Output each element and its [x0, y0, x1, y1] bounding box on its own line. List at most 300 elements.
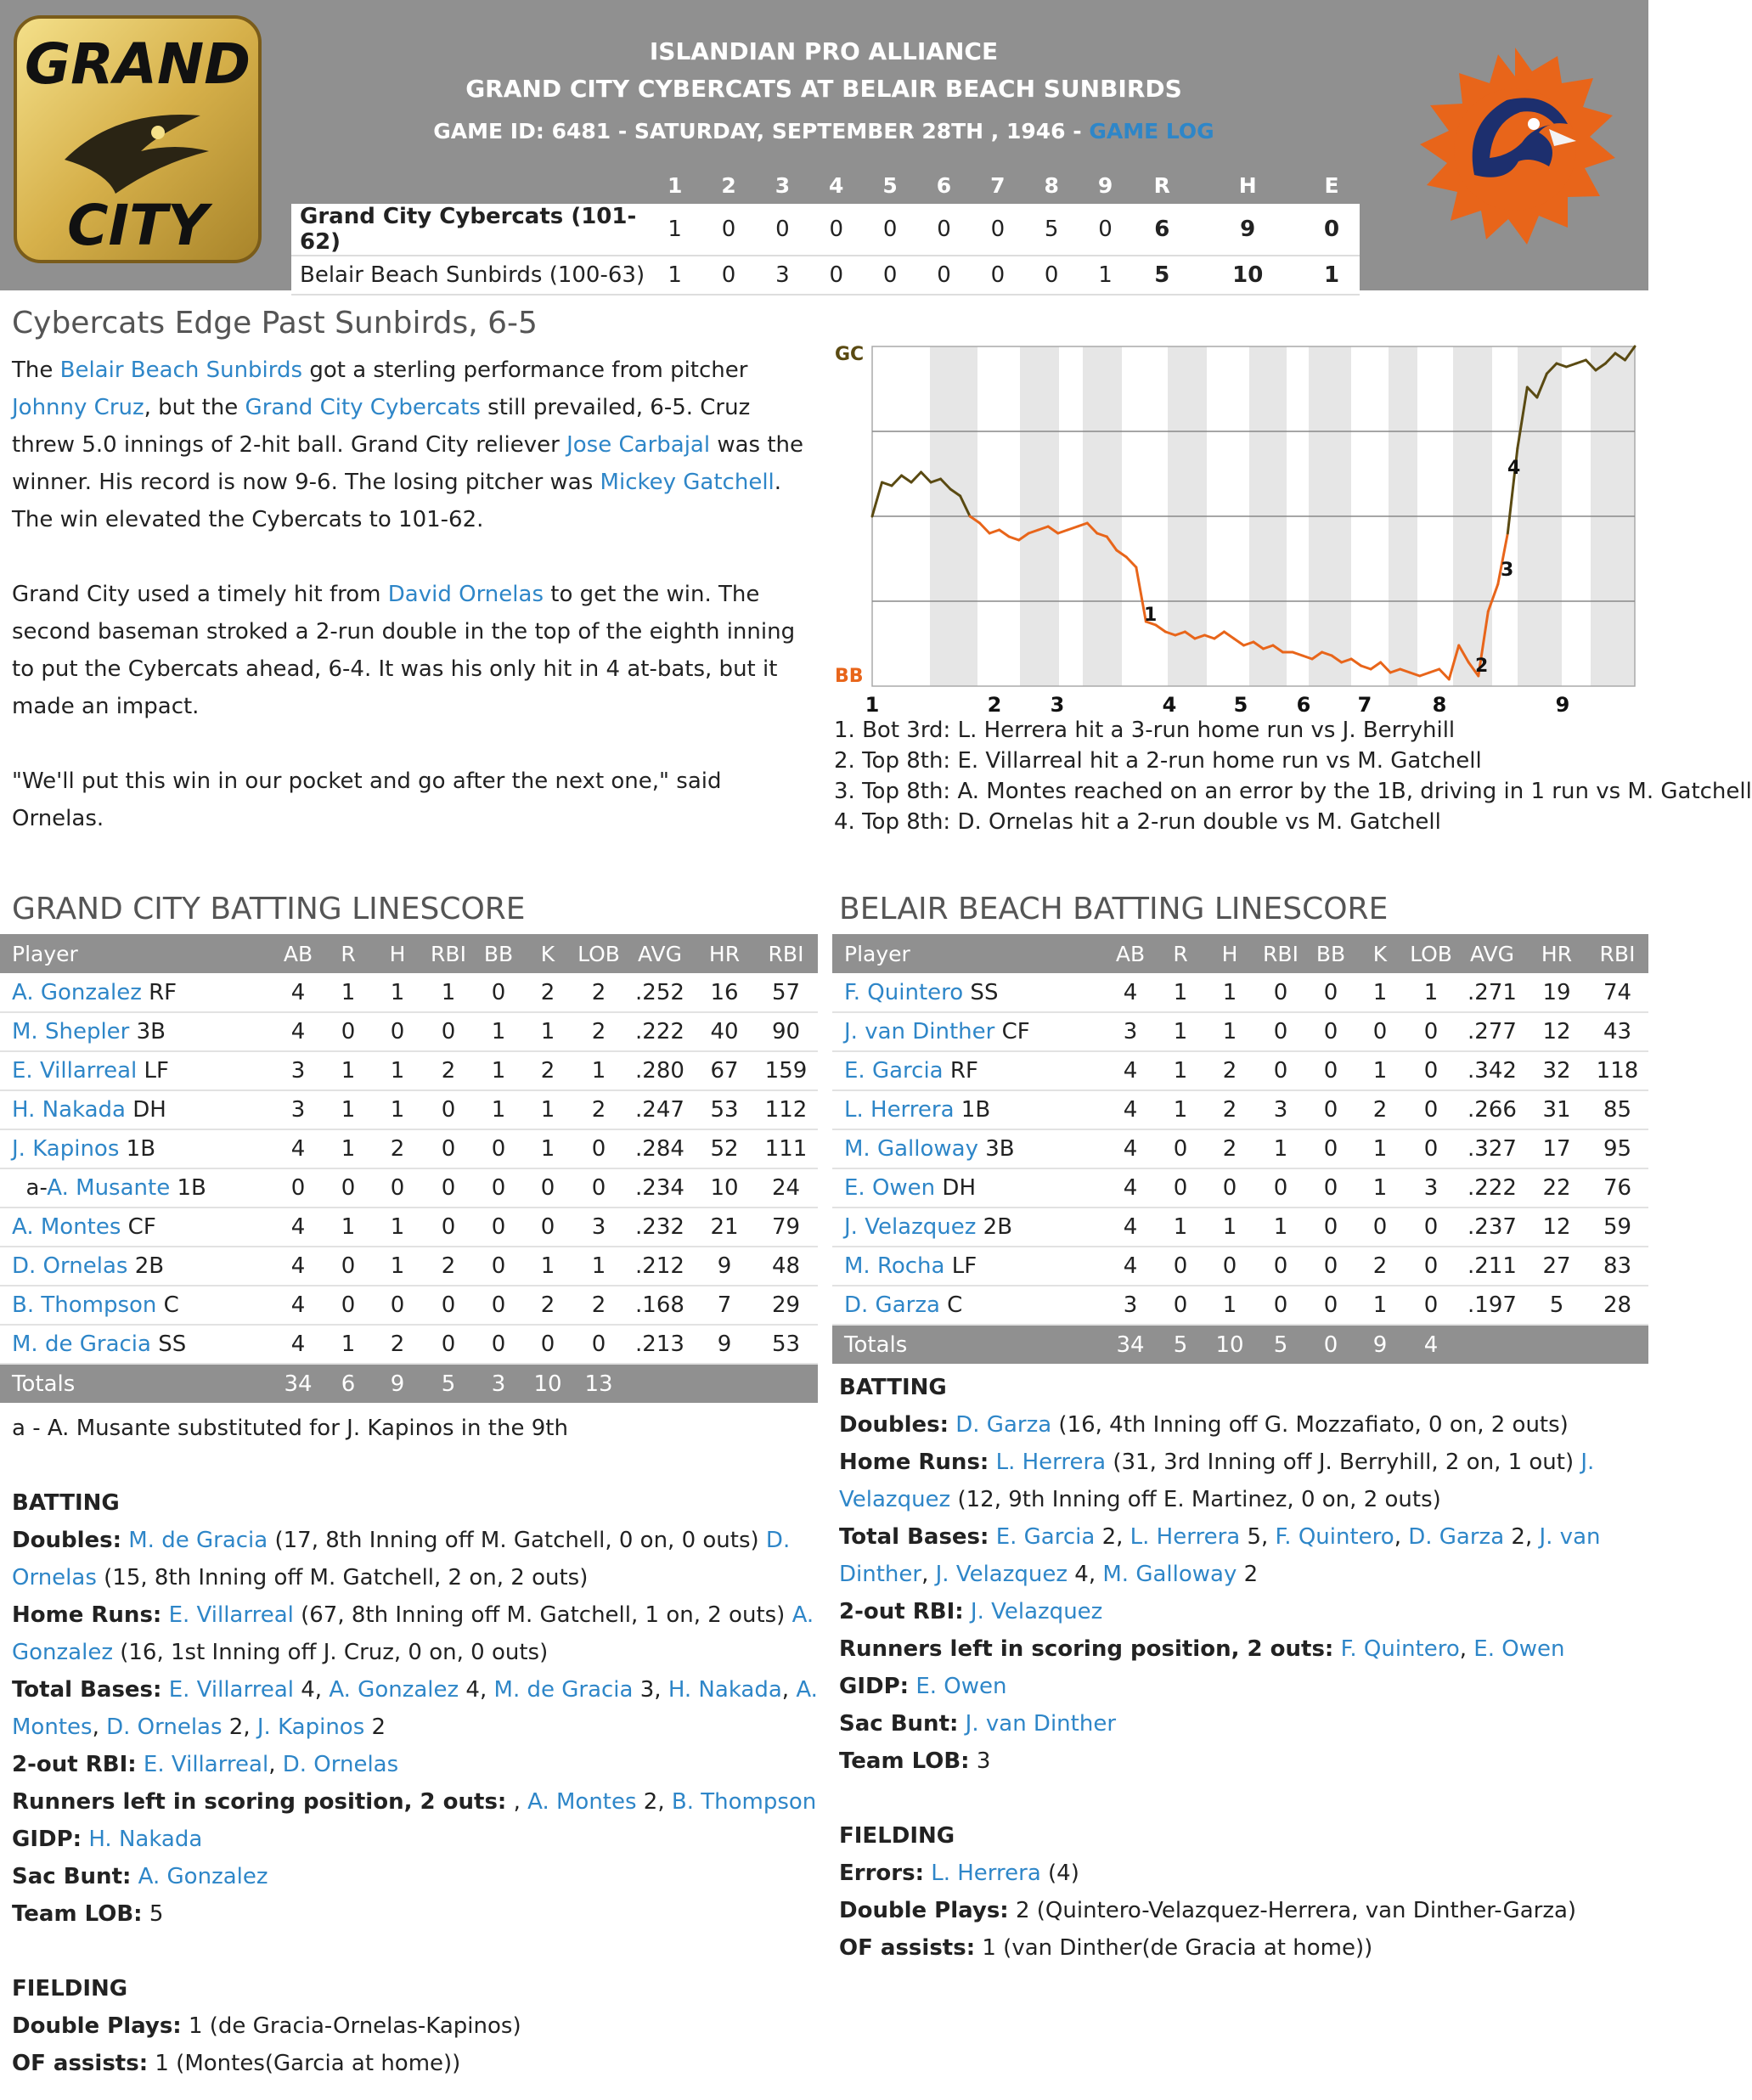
totals-cell: 5 [423, 1364, 474, 1403]
stat-cell: 1 [1157, 1051, 1204, 1090]
stat-cell: 1 [1204, 973, 1255, 1012]
stat-cell: 0 [1255, 1247, 1306, 1286]
totals-cell: 3 [474, 1364, 523, 1403]
note-text: 3 [969, 1748, 991, 1774]
note-line [839, 1929, 1646, 1967]
player-cell [0, 1012, 272, 1051]
totals-cell [1527, 1325, 1586, 1364]
game-id-text: GAME ID: 6481 - SATURDAY, SEPTEMBER 28TH , 1946 - [433, 119, 1090, 144]
note-label: 2-out RBI: [12, 1752, 137, 1777]
win-prob-segment [1293, 652, 1303, 656]
player-position: 1B [119, 1136, 156, 1162]
player-link[interactable]: A. Gonzalez [12, 979, 142, 1005]
player-link[interactable]: D. Garza [844, 1292, 940, 1318]
game-log-link[interactable]: GAME LOG [1089, 119, 1214, 144]
stat-cell: 32 [1527, 1051, 1586, 1090]
stat-cell: 0 [474, 1325, 523, 1364]
stat-cell: 0 [372, 1168, 423, 1208]
player-link[interactable]: H. Nakada [12, 1097, 126, 1123]
linescore-header-cell: 5 [882, 172, 898, 198]
svg-text:CITY: CITY [67, 193, 208, 258]
stat-cell: 2 [423, 1051, 474, 1090]
stat-cell: 1 [1355, 1051, 1405, 1090]
player-position: SS [150, 1332, 187, 1357]
stat-cell: 1 [1157, 973, 1204, 1012]
win-prob-segment [1439, 669, 1450, 679]
player-link[interactable]: E. Villarreal [161, 1602, 294, 1628]
inning-label: 3 [1050, 693, 1065, 717]
player-link[interactable]: B. Thompson [671, 1789, 817, 1815]
player-cell [0, 1286, 272, 1325]
player-link[interactable]: J. Kapinos [12, 1136, 120, 1162]
recap-link[interactable]: Jose Carbajal [566, 432, 711, 458]
stat-cell: 79 [754, 1208, 818, 1247]
batting-header-cell: BB [1306, 934, 1355, 973]
win-prob-segment [1566, 363, 1576, 367]
stat-cell: 22 [1527, 1168, 1586, 1208]
stat-cell: 0 [1306, 1286, 1355, 1325]
batting-row [0, 1247, 818, 1286]
player-link[interactable]: A. Montes [527, 1789, 637, 1815]
note-text: (12, 9th Inning off E. Martinez, 0 on, 2 outs) [950, 1487, 1441, 1512]
stat-cell: 0 [372, 1286, 423, 1325]
gc-batting-notes [12, 1484, 819, 2082]
totals-cell: Totals [0, 1364, 272, 1403]
stat-cell: 0 [1157, 1129, 1204, 1168]
stat-cell: 4 [272, 1129, 324, 1168]
player-cell [0, 1090, 272, 1129]
win-prob-segment [1156, 625, 1166, 632]
linescore-inning-cell: 0 [971, 256, 1024, 295]
stat-cell: 1 [372, 973, 423, 1012]
player-link[interactable]: D. Ornelas [106, 1714, 223, 1740]
event-marker: 4 [1507, 458, 1521, 479]
note-line [12, 1596, 819, 1671]
stat-cell: 0 [423, 1325, 474, 1364]
recap-link[interactable]: Belair Beach Sunbirds [59, 358, 303, 383]
note-text: 2 [364, 1714, 386, 1740]
note-label: Home Runs: [839, 1450, 989, 1475]
stat-cell: 2 [423, 1247, 474, 1286]
stat-cell: 2 [572, 973, 625, 1012]
stat-cell: .252 [625, 973, 695, 1012]
stat-cell: 1 [572, 1051, 625, 1090]
note-text: 4, [1068, 1562, 1103, 1587]
player-link[interactable]: A. Gonzalez [329, 1677, 459, 1703]
stat-cell: .280 [625, 1051, 695, 1090]
stat-cell: 0 [324, 1012, 372, 1051]
player-position: CF [121, 1214, 156, 1240]
stat-cell: 0 [474, 1129, 523, 1168]
player-cell [832, 1286, 1104, 1325]
stat-cell: 1 [1355, 1286, 1405, 1325]
stat-cell: 16 [695, 973, 754, 1012]
batting-header-cell: R [324, 934, 372, 973]
stat-cell: 0 [1306, 1247, 1355, 1286]
note-text: , [92, 1714, 107, 1740]
note-text: 4, [459, 1677, 494, 1703]
stat-cell: 0 [1355, 1208, 1405, 1247]
player-position: 1B [954, 1097, 991, 1123]
batting-header-cell: AB [1104, 934, 1157, 973]
stat-cell: 159 [754, 1051, 818, 1090]
stat-cell: 0 [1405, 1129, 1457, 1168]
player-link[interactable]: A. Musante [47, 1175, 171, 1201]
stat-cell: .234 [625, 1168, 695, 1208]
inning-label: 1 [865, 693, 880, 717]
recap-text: . The win elevated the Cybercats to 101-62. [12, 470, 782, 532]
player-position: DH [125, 1097, 166, 1123]
stat-cell: 4 [1104, 1051, 1157, 1090]
win-prob-segment [1371, 662, 1381, 669]
player-link[interactable]: D. Garza [948, 1412, 1052, 1438]
stat-cell: 0 [423, 1090, 474, 1129]
recap-text: got a sterling performance from pitcher [302, 358, 748, 383]
linescore-header-cell: 2 [721, 172, 736, 198]
stat-cell: 0 [1405, 1286, 1457, 1325]
win-prob-segment [1214, 632, 1225, 639]
recap-link[interactable]: Johnny Cruz [12, 395, 144, 420]
stat-cell: 0 [1306, 1051, 1355, 1090]
note-label: Doubles: [839, 1412, 949, 1438]
linescore-inning-cell: 1 [648, 256, 701, 295]
batting-header-cell: AVG [625, 934, 695, 973]
note-label: Team LOB: [12, 1901, 143, 1927]
stat-cell: 3 [572, 1208, 625, 1247]
totals-row [0, 1364, 818, 1403]
player-link[interactable]: D. Ornelas [282, 1752, 399, 1777]
note-text: (67, 8th Inning off M. Gatchell, 1 on, 2 outs) [293, 1602, 786, 1628]
stat-cell: .197 [1457, 1286, 1527, 1325]
player-link[interactable]: M. Shepler [12, 1019, 130, 1044]
player-link[interactable]: J. Velazquez [844, 1214, 977, 1240]
stat-cell: 0 [1157, 1247, 1204, 1286]
stat-cell: 0 [1255, 1051, 1306, 1090]
stat-cell: 1 [324, 1129, 372, 1168]
batting-header-cell: LOB [572, 934, 625, 973]
recap-title: Cybercats Edge Past Sunbirds, 6-5 [12, 306, 538, 341]
player-link[interactable]: E. Garcia [989, 1524, 1096, 1550]
stat-cell: 0 [1204, 1247, 1255, 1286]
note-line [12, 1821, 819, 1858]
stat-cell: 12 [1527, 1208, 1586, 1247]
batting-row [832, 1012, 1648, 1051]
stat-cell: 24 [754, 1168, 818, 1208]
stat-cell: 1 [474, 1051, 523, 1090]
win-prob-segment [1351, 659, 1361, 666]
player-link[interactable]: E. Villarreal [136, 1752, 269, 1777]
player-link[interactable]: J. van Dinther [844, 1019, 995, 1044]
stat-cell: 59 [1586, 1208, 1648, 1247]
player-cell [0, 1168, 272, 1208]
stat-cell: 1 [1355, 1168, 1405, 1208]
player-position: 3B [129, 1019, 166, 1044]
stat-cell: 4 [272, 1286, 324, 1325]
note-label: Sac Bunt: [12, 1864, 132, 1889]
note-line [12, 2045, 819, 2082]
player-link[interactable]: H. Nakada [82, 1827, 203, 1852]
stat-cell: 28 [1586, 1286, 1648, 1325]
win-probability-notes [834, 715, 1752, 837]
note-text: (4) [1040, 1861, 1079, 1886]
linescore-header [291, 166, 1360, 204]
player-link[interactable]: J. Kapinos [256, 1714, 365, 1740]
recap-link[interactable]: Grand City Cybercats [245, 395, 481, 420]
stat-cell: .277 [1457, 1012, 1527, 1051]
player-link[interactable]: E. Garcia [844, 1058, 944, 1084]
totals-cell: 6 [324, 1364, 372, 1403]
player-position: RF [141, 979, 177, 1005]
stat-cell: .327 [1457, 1129, 1527, 1168]
stat-cell: .211 [1457, 1247, 1527, 1286]
player-link[interactable]: A. Montes [12, 1677, 818, 1740]
player-link[interactable]: F. Quintero [844, 979, 964, 1005]
stat-cell: 2 [372, 1325, 423, 1364]
player-link[interactable]: J. van Dinther [839, 1524, 1601, 1587]
note-line [839, 1855, 1646, 1892]
recap-paragraph-3: "We'll put this win in our pocket and go after the next one," said Ornelas. [12, 768, 722, 831]
stat-cell: 0 [474, 973, 523, 1012]
note-line [12, 1671, 819, 1746]
note-line [839, 1630, 1646, 1668]
player-link[interactable]: L. Herrera [1130, 1524, 1241, 1550]
stat-cell: 0 [523, 1325, 572, 1364]
stat-cell: 118 [1586, 1051, 1648, 1090]
player-link[interactable]: E. Villarreal [12, 1058, 138, 1084]
stat-cell: 85 [1586, 1090, 1648, 1129]
linescore-inning-cell: 0 [917, 256, 971, 295]
linescore-header-cell: 9 [1097, 172, 1113, 198]
stat-cell: 19 [1527, 973, 1586, 1012]
player-link[interactable]: H. Nakada [668, 1677, 782, 1703]
label-gc: GC [835, 344, 865, 365]
linescore-team-name[interactable]: Grand City Cybercats (101-62) [291, 204, 648, 256]
note-text: 1 (Montes(Garcia at home)) [148, 2051, 461, 2076]
stat-cell: 0 [1306, 973, 1355, 1012]
stat-cell: 9 [695, 1247, 754, 1286]
linescore-inning-cell: 0 [863, 256, 916, 295]
note-text: , [1394, 1524, 1409, 1550]
player-link[interactable]: B. Thompson [12, 1292, 157, 1318]
stat-cell: 1 [1157, 1012, 1204, 1051]
stat-cell: 0 [523, 1168, 572, 1208]
note-text: (31, 3rd Inning off J. Berryhill, 2 on, 1 out) [1106, 1450, 1575, 1475]
stat-cell: 1 [1355, 1129, 1405, 1168]
player-cell [0, 1208, 272, 1247]
linescore-r-cell: 6 [1132, 204, 1191, 256]
note-label: Total Bases: [12, 1677, 162, 1703]
player-link[interactable]: A. Gonzalez [12, 1602, 814, 1665]
stat-cell: 1 [324, 1090, 372, 1129]
player-link[interactable]: D. Ornelas [12, 1528, 791, 1590]
batting-header-cell: BB [474, 934, 523, 973]
note-text: 2 [1237, 1562, 1259, 1587]
stat-cell: 4 [272, 973, 324, 1012]
stat-cell: .222 [625, 1012, 695, 1051]
player-link[interactable]: M. Galloway [1102, 1562, 1237, 1587]
linescore-header-cell: 3 [775, 172, 791, 198]
stat-cell: 43 [1586, 1012, 1648, 1051]
stat-cell: 1 [423, 973, 474, 1012]
player-link[interactable]: E. Owen [909, 1674, 1007, 1699]
linescore-inning-cell: 0 [701, 204, 755, 256]
note-text: 2 (Quintero-Velazquez-Herrera, van Dinther-Garza) [1008, 1898, 1577, 1923]
player-link[interactable]: J. Velazquez [839, 1450, 1595, 1512]
linescore-row [291, 256, 1360, 295]
player-link[interactable]: J. van Dinther [958, 1711, 1117, 1737]
player-link[interactable]: F. Quintero [1333, 1636, 1460, 1662]
batting-header-cell: RBI [423, 934, 474, 973]
league-name: ISLANDIAN PRO ALLIANCE [649, 37, 999, 65]
gc-batting-table [0, 934, 818, 1403]
linescore-header-cell: 6 [936, 172, 952, 198]
batting-row [832, 1247, 1648, 1286]
recap-text: , but the [144, 395, 245, 420]
stat-cell: 4 [1104, 1129, 1157, 1168]
batting-header-cell: HR [1527, 934, 1586, 973]
stat-cell: 0 [474, 1168, 523, 1208]
player-position: LF [137, 1058, 169, 1084]
player-link[interactable]: L. Herrera [923, 1861, 1041, 1886]
note-line [839, 1444, 1646, 1518]
stat-cell: 4 [1104, 1090, 1157, 1129]
totals-cell: 9 [372, 1364, 423, 1403]
note-text: 2, [222, 1714, 257, 1740]
batting-header-cell: HR [695, 934, 754, 973]
svg-text:GRAND: GRAND [24, 31, 251, 97]
totals-cell: Totals [832, 1325, 1104, 1364]
stat-cell: 1 [572, 1247, 625, 1286]
recap-text: Grand City used a timely hit from [12, 582, 388, 607]
linescore-header-cell: 1 [667, 172, 683, 198]
totals-cell [1457, 1325, 1527, 1364]
player-link[interactable]: J. Velazquez [935, 1562, 1068, 1587]
stat-cell: 2 [523, 1286, 572, 1325]
stat-cell: .222 [1457, 1168, 1527, 1208]
note-label: GIDP: [12, 1827, 82, 1852]
stat-cell: 2 [1355, 1090, 1405, 1129]
player-position: CF [994, 1019, 1030, 1044]
fielding-notes-heading: FIELDING [839, 1823, 955, 1849]
stat-cell: 12 [1527, 1012, 1586, 1051]
stat-cell: 1 [372, 1051, 423, 1090]
gc-batting-title: GRAND CITY BATTING LINESCORE [12, 892, 526, 926]
batting-header-cell: RBI [1586, 934, 1648, 973]
win-prob-segment [1420, 673, 1430, 676]
stat-cell: 0 [272, 1168, 324, 1208]
note-text: , [921, 1562, 936, 1587]
player-link[interactable]: F. Quintero [1275, 1524, 1394, 1550]
recap-link[interactable]: David Ornelas [387, 582, 544, 607]
note-text: 2, [1504, 1524, 1540, 1550]
bb-batting-title: BELAIR BEACH BATTING LINESCORE [839, 892, 1389, 926]
player-link[interactable]: M. de Gracia [121, 1528, 268, 1553]
player-cell [832, 1129, 1104, 1168]
player-link[interactable]: D. Ornelas [12, 1253, 128, 1279]
totals-cell: 4 [1405, 1325, 1457, 1364]
batting-row [0, 1051, 818, 1090]
win-prob-segment [1068, 526, 1078, 530]
stat-cell: 83 [1586, 1247, 1648, 1286]
player-link[interactable]: M. Galloway [844, 1136, 978, 1162]
player-link[interactable]: E. Villarreal [161, 1677, 294, 1703]
stat-cell: 0 [1405, 1051, 1457, 1090]
batting-header-cell: Player [832, 934, 1104, 973]
stat-cell: 0 [1306, 1208, 1355, 1247]
inning-label: 5 [1233, 693, 1248, 717]
totals-cell: 5 [1157, 1325, 1204, 1364]
win-prob-note: 4. Top 8th: D. Ornelas hit a 2-run double vs M. Gatchell [834, 809, 1441, 835]
stat-cell: 111 [754, 1129, 818, 1168]
player-link[interactable]: A. Gonzalez [131, 1864, 268, 1889]
note-text: 5 [142, 1901, 164, 1927]
stat-cell: 53 [754, 1325, 818, 1364]
player-position: SS [963, 979, 999, 1005]
stat-cell: 0 [1204, 1168, 1255, 1208]
note-line [12, 2007, 819, 2045]
stat-cell: .284 [625, 1129, 695, 1168]
note-line [839, 1593, 1646, 1630]
stat-cell: 1 [1405, 973, 1457, 1012]
stat-cell: .342 [1457, 1051, 1527, 1090]
batting-row [832, 1168, 1648, 1208]
player-link[interactable]: M. de Gracia [493, 1677, 634, 1703]
stat-cell: 3 [272, 1051, 324, 1090]
gc-substitution-note: a - A. Musante substituted for J. Kapinos in the 9th [12, 1416, 568, 1441]
player-link[interactable]: L. Herrera [844, 1097, 955, 1123]
player-cell [832, 1247, 1104, 1286]
win-prob-segment [892, 476, 902, 486]
stat-cell: .168 [625, 1286, 695, 1325]
player-link[interactable]: E. Owen [1473, 1636, 1565, 1662]
player-link[interactable]: M. Rocha [844, 1253, 945, 1279]
batting-row [0, 1168, 818, 1208]
stat-cell: 0 [1306, 1012, 1355, 1051]
stat-cell: 0 [1306, 1168, 1355, 1208]
note-text: , [268, 1752, 283, 1777]
stat-cell: 2 [1204, 1090, 1255, 1129]
player-link[interactable]: D. Garza [1408, 1524, 1505, 1550]
note-text: 4, [293, 1677, 330, 1703]
stat-cell: 4 [1104, 973, 1157, 1012]
player-link[interactable]: E. Owen [844, 1175, 936, 1201]
win-prob-segment [902, 476, 912, 482]
player-position: LF [944, 1253, 977, 1279]
note-line [839, 1892, 1646, 1929]
stat-cell: 0 [423, 1286, 474, 1325]
player-cell [0, 1325, 272, 1364]
player-position: 3B [977, 1136, 1015, 1162]
batting-row [832, 1090, 1648, 1129]
player-link[interactable]: J. Velazquez [963, 1599, 1103, 1624]
recap-link[interactable]: Mickey Gatchell [600, 470, 775, 495]
linescore-team-name[interactable]: Belair Beach Sunbirds (100-63) [291, 256, 648, 295]
batting-header-cell: K [1355, 934, 1405, 973]
linescore-inning-cell: 0 [917, 204, 971, 256]
player-link[interactable]: A. Montes [12, 1214, 121, 1240]
stat-cell: 3 [1104, 1286, 1157, 1325]
player-cell [832, 1168, 1104, 1208]
stat-cell: 0 [1157, 1168, 1204, 1208]
player-link[interactable]: M. de Gracia [12, 1332, 151, 1357]
note-text: 1 (van Dinther(de Gracia at home)) [975, 1935, 1373, 1961]
stat-cell: 27 [1527, 1247, 1586, 1286]
stat-cell: 0 [1255, 1012, 1306, 1051]
batting-row [0, 1012, 818, 1051]
stat-cell: 0 [372, 1012, 423, 1051]
player-link[interactable]: L. Herrera [989, 1450, 1107, 1475]
stat-cell: .247 [625, 1090, 695, 1129]
